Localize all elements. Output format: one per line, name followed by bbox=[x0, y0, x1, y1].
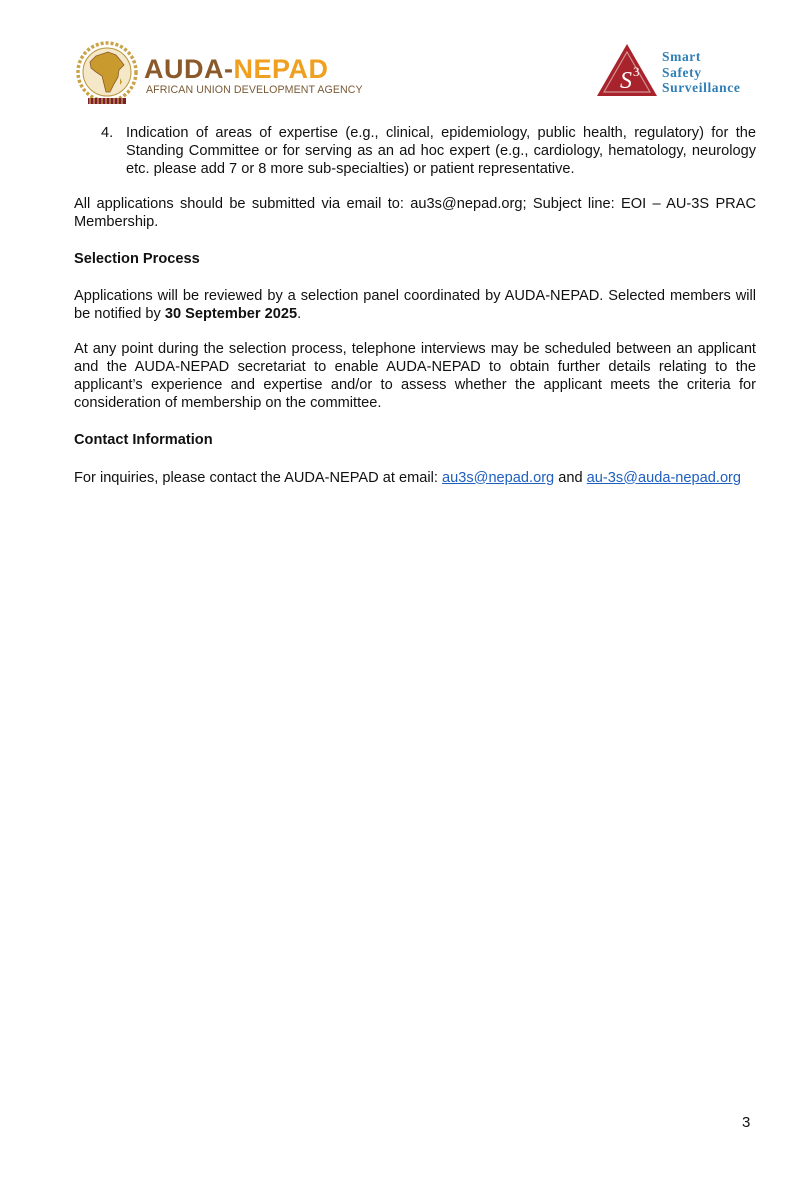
s3-text-surveillance: Surveillance bbox=[662, 80, 741, 95]
svg-text:3: 3 bbox=[633, 64, 640, 79]
list-item-text: Indication of areas of expertise (e.g., clinical, epidemiology, public health, regulatory) for the Standing Committee or for serving as an ad hoc expert (e.g., cardiology, hematology, neurology etc. please add 7 or 8 more sub-specialties) or patient representative. bbox=[126, 125, 756, 178]
contact-text: For inquiries, please contact the AUDA-NEPAD at email: bbox=[74, 469, 442, 486]
list-item-4 bbox=[74, 124, 756, 179]
svg-text:S: S bbox=[620, 68, 632, 94]
notification-date: 30 September 2025 bbox=[164, 306, 298, 323]
document-body bbox=[74, 124, 756, 487]
selection-process-heading: Selection Process bbox=[74, 251, 200, 268]
contact-and: and bbox=[554, 469, 587, 486]
contact-paragraph bbox=[74, 469, 756, 487]
selection-p1-end: . bbox=[297, 306, 302, 323]
s3-text-smart: Smart bbox=[662, 49, 701, 64]
selection-paragraph-2: At any point during the selection process, telephone interviews may be scheduled between an applicant and the AUDA-NEPAD secretariat to enable AUDA-NEPAD to obtain further details relating to the applicant’s experience and expertise and/or to assess whether the applicant meets the criteria for consideration of membership on the committee. bbox=[74, 340, 756, 412]
s3-text-safety: Safety bbox=[662, 64, 702, 80]
selection-paragraph-1 bbox=[74, 287, 756, 323]
contact-information-heading: Contact Information bbox=[74, 432, 213, 449]
s3-triangle-logo-icon bbox=[596, 42, 658, 98]
email-link-au3s[interactable]: au3s@nepad.org bbox=[441, 469, 555, 486]
email-link-au-3s[interactable]: au-3s@auda-nepad.org bbox=[586, 469, 742, 486]
auda-nepad-title bbox=[144, 54, 329, 84]
list-number: 4. bbox=[101, 125, 114, 141]
selection-p1-text: Applications will be reviewed by a selection panel coordinated by AUDA-NEPAD. Selected members will be notified by bbox=[74, 288, 756, 323]
auda-nepad-logo bbox=[74, 40, 363, 110]
smart-safety-surveillance-logo bbox=[596, 42, 771, 100]
auda-title-part: AUDA- bbox=[144, 54, 234, 84]
submission-paragraph: All applications should be submitted via email to: au3s@nepad.org; Subject line: EOI – AU-3S PRAC Membership. bbox=[74, 195, 756, 230]
auda-subtitle: AFRICAN UNION DEVELOPMENT AGENCY bbox=[146, 84, 363, 96]
african-union-emblem-icon bbox=[74, 40, 140, 108]
s3-logo-text bbox=[662, 49, 740, 96]
nepad-title-part: NEPAD bbox=[233, 54, 329, 84]
page-header bbox=[0, 0, 812, 115]
page-number: 3 bbox=[742, 1114, 751, 1131]
